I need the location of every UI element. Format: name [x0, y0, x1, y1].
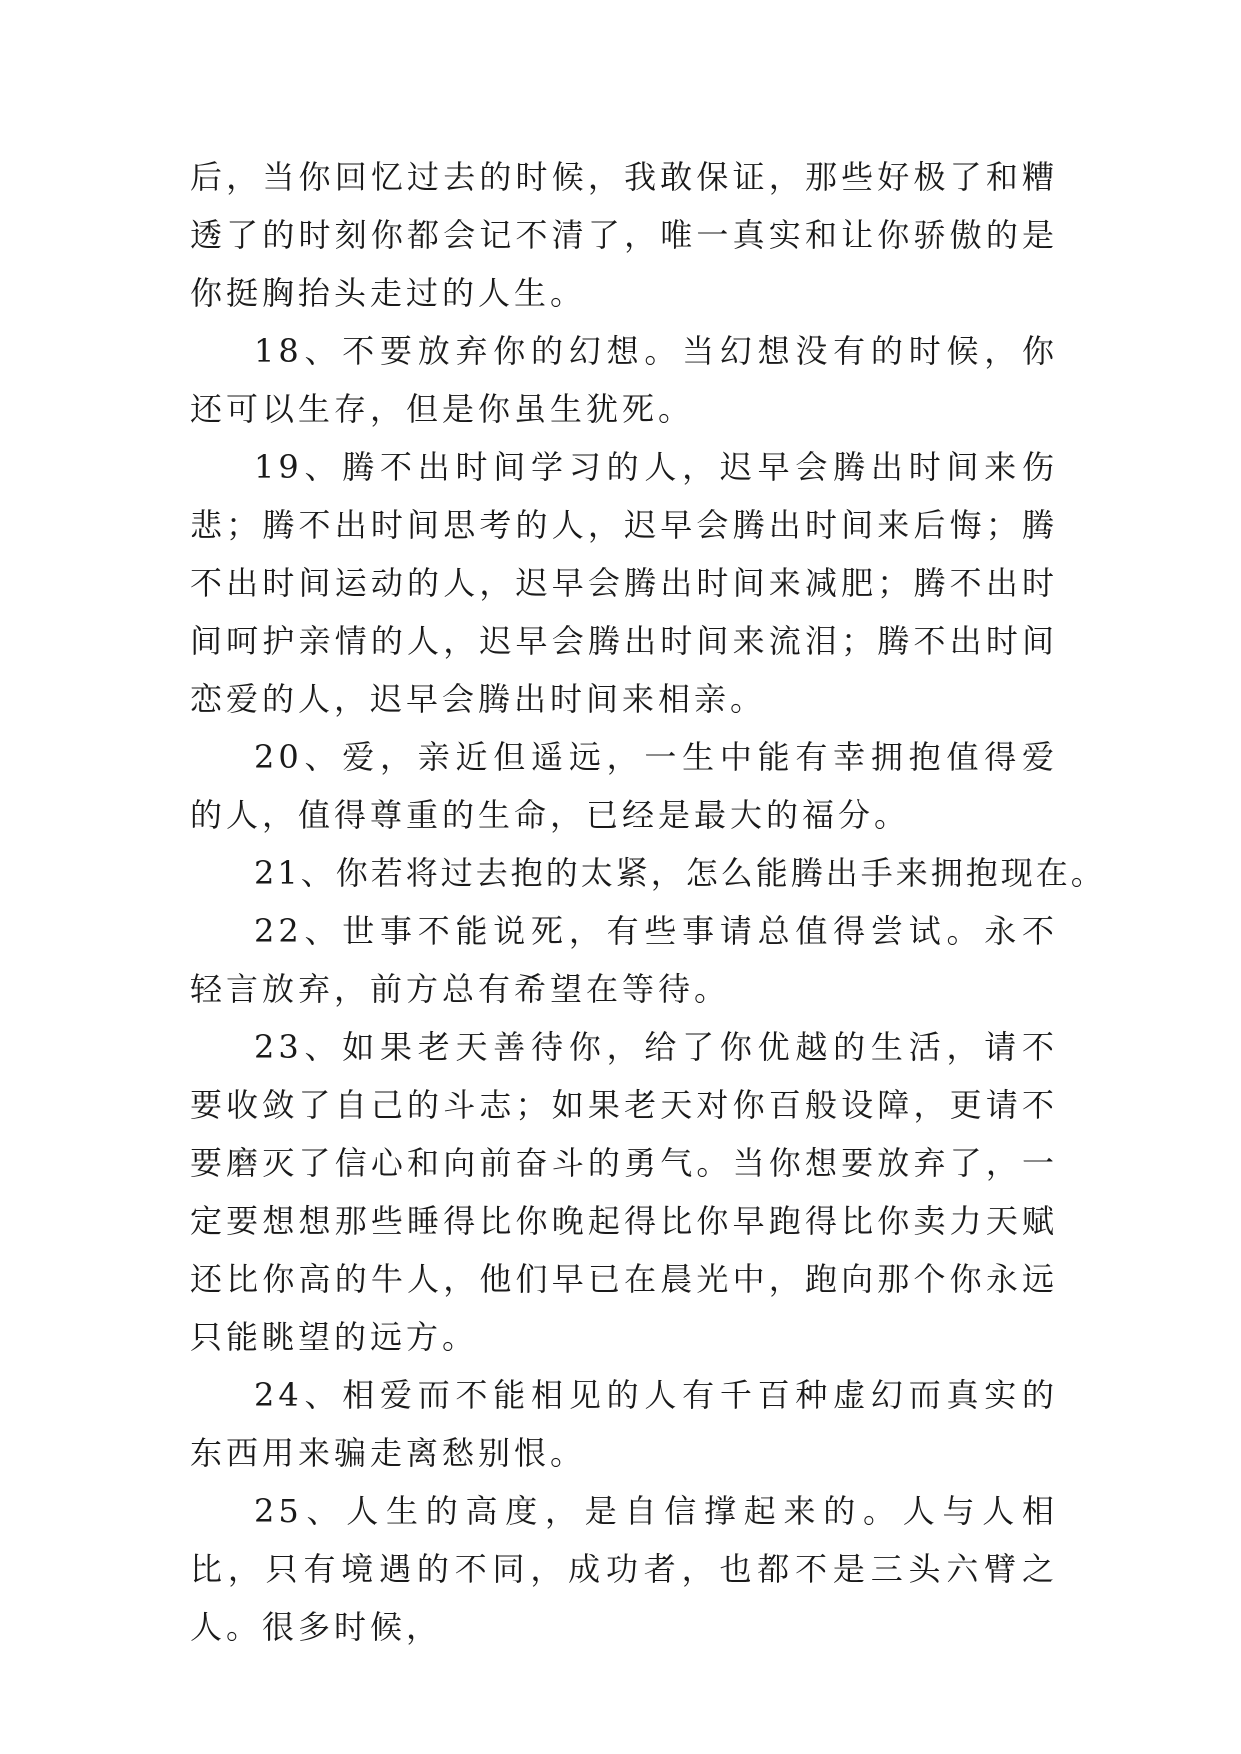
paragraph-18: 18、不要放弃你的幻想。当幻想没有的时候，你还可以生存，但是你虽生犹死。: [190, 332, 1058, 428]
paragraph-21: 21、你若将过去抱的太紧，怎么能腾出手来拥抱现在。: [254, 854, 1106, 892]
paragraph-20: 20、爱，亲近但遥远，一生中能有幸拥抱值得爱的人，值得尊重的生命，已经是最大的福分。: [190, 738, 1058, 834]
document-body: [190, 148, 1106, 1656]
paragraph-24: 24、相爱而不能相见的人有千百种虚幻而真实的东西用来骗走离愁别恨。: [190, 1376, 1058, 1472]
paragraph-23: 23、如果老天善待你，给了你优越的生活，请不要收敛了自己的斗志；如果老天对你百般设障，更请不要磨灭了信心和向前奋斗的勇气。当你想要放弃了，一定要想想那些睡得比你晚起得比你早跑得比你卖力天赋还比你高的牛人，他们早已在晨光中，跑向那个你永远只能眺望的远方。: [190, 1028, 1058, 1356]
paragraph-19: 19、腾不出时间学习的人，迟早会腾出时间来伤悲；腾不出时间思考的人，迟早会腾出时间来后悔；腾不出时间运动的人，迟早会腾出时间来减肥；腾不出时间呵护亲情的人，迟早会腾出时间来流泪；腾不出时间恋爱的人，迟早会腾出时间来相亲。: [190, 448, 1058, 718]
paragraph-continuation: 后，当你回忆过去的时候，我敢保证，那些好极了和糟透了的时刻你都会记不清了，唯一真实和让你骄傲的是你挺胸抬头走过的人生。: [190, 158, 1058, 312]
paragraph-22: 22、世事不能说死，有些事请总值得尝试。永不轻言放弃，前方总有希望在等待。: [190, 912, 1058, 1008]
paragraph-25: 25、人生的高度，是自信撑起来的。人与人相比，只有境遇的不同，成功者，也都不是三头六臂之人。很多时候，: [190, 1492, 1058, 1646]
